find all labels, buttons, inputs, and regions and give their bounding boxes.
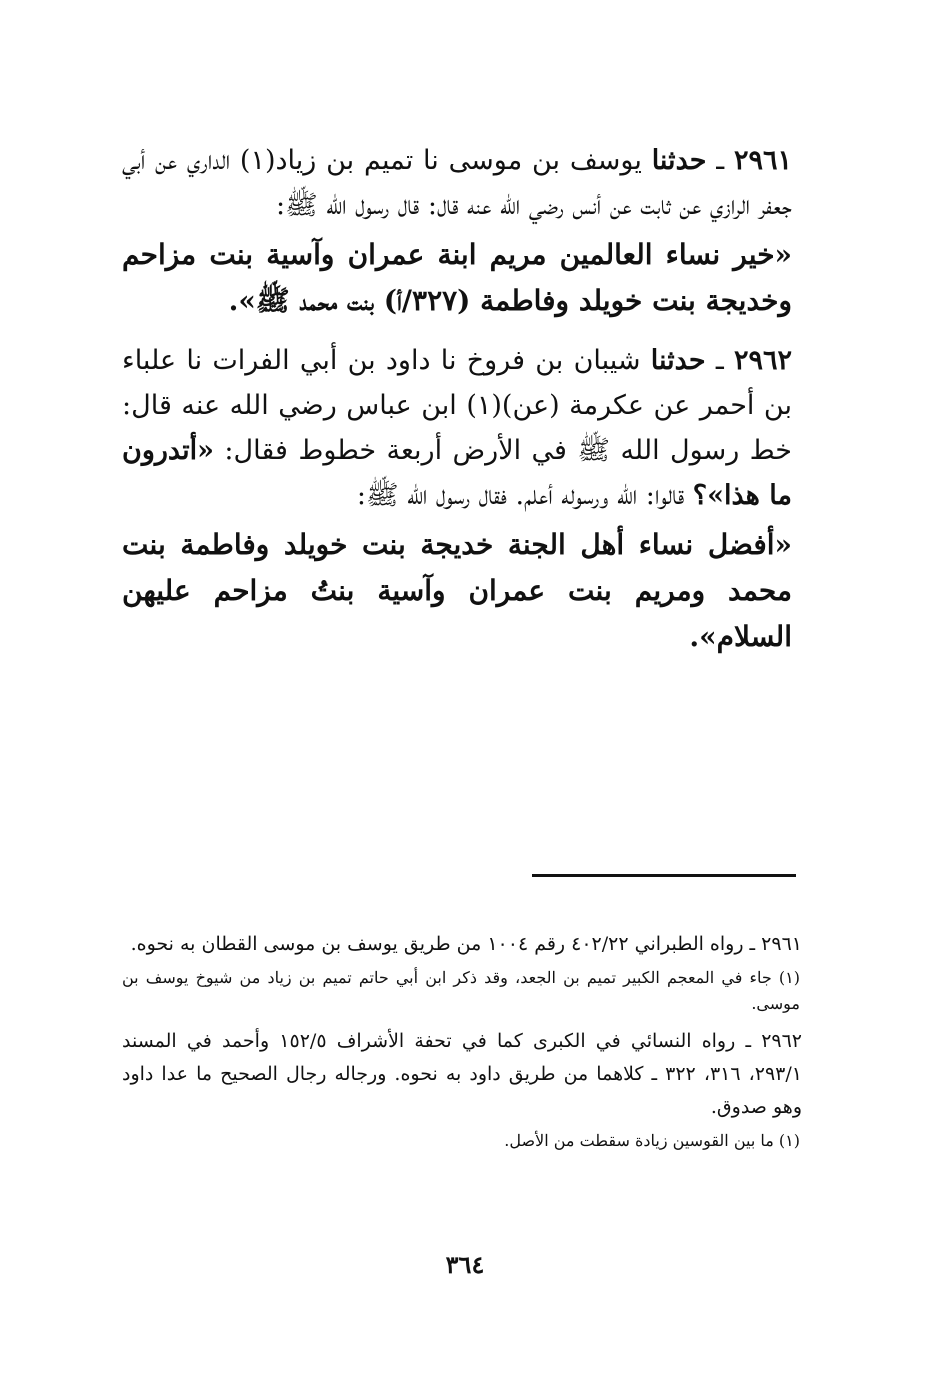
- hadith-2962-isnad: [122, 338, 792, 518]
- hadith-number: ٢٩٦١: [733, 145, 792, 176]
- dash: ـ: [705, 345, 734, 376]
- isnad-text-continued: قالوا: الله ورسوله أعلم. فقال رسول الله ﷺ:: [356, 480, 693, 511]
- footnote-2961: ٢٩٦١ ـ رواه الطبراني ٤٠٢/٢٢ رقم ١٠٠٤ من طريق يوسف بن موسى القطان به نحوه.: [130, 933, 802, 955]
- isnad-text: يوسف بن موسى نا تميم بن زياد(١) الداري عن أبي جعفر الرازي عن ثابت عن أنس رضي الله عنه قال: قال رسول الله ﷺ:: [122, 145, 792, 221]
- hadith-number: ٢٩٦٢: [733, 345, 792, 376]
- footnotes: [122, 928, 802, 1162]
- narration-keyword: حدثنا: [650, 345, 706, 376]
- isnad-text: شيبان بن فروخ نا داود بن أبي الفرات نا علباء بن أحمر عن عكرمة (عن)(١) ابن عباس رضي الله عنه قال: خط رسول الله ﷺ في الأرض أربعة خطوط فقال:: [122, 345, 793, 466]
- footnote-2962-1: (١) ما بين القوسين زيادة سقطت من الأصل.: [504, 1131, 800, 1150]
- page-number: ٣٦٤: [445, 1250, 485, 1279]
- hadith-2962-matn: «أفضل نساء أهل الجنة خديجة بنت خويلد وفاطمة بنت محمد ومريم بنت عمران وآسية بنتُ مزاحم عليهن السلام».: [122, 528, 792, 653]
- footnote-2962: ٢٩٦٢ ـ رواه النسائي في الكبرى كما في تحفة الأشراف ١٥٢/٥ وأحمد في المسند ٢٩٣/١، ٣١٦، ٣٢٢ ـ كلاهما من طريق داود به نحوه. ورجاله رجال الصحيح ما عدا داود وهو صدوق.: [122, 1030, 803, 1118]
- main-text: [122, 138, 792, 674]
- hadith-2961-isnad: [122, 138, 792, 228]
- dash: ـ: [706, 145, 734, 176]
- footnote-separator: [532, 874, 796, 877]
- hadith-2961-matn: «خير نساء العالمين مريم ابنة عمران وآسية بنت مزاحم وخديجة بنت خويلد وفاطمة (٣٢٧/أ) بنت محمد ﷺ».: [122, 238, 792, 317]
- footnote-2961-1: (١) جاء في المعجم الكبير تميم بن الجعد، وقد ذكر ابن أبي حاتم تميم بن زياد من شيوخ يوسف بن موسى.: [122, 968, 800, 1013]
- hadith-question: «أتدرون ما هذا»؟: [122, 435, 792, 511]
- narration-keyword: حدثنا: [651, 145, 707, 176]
